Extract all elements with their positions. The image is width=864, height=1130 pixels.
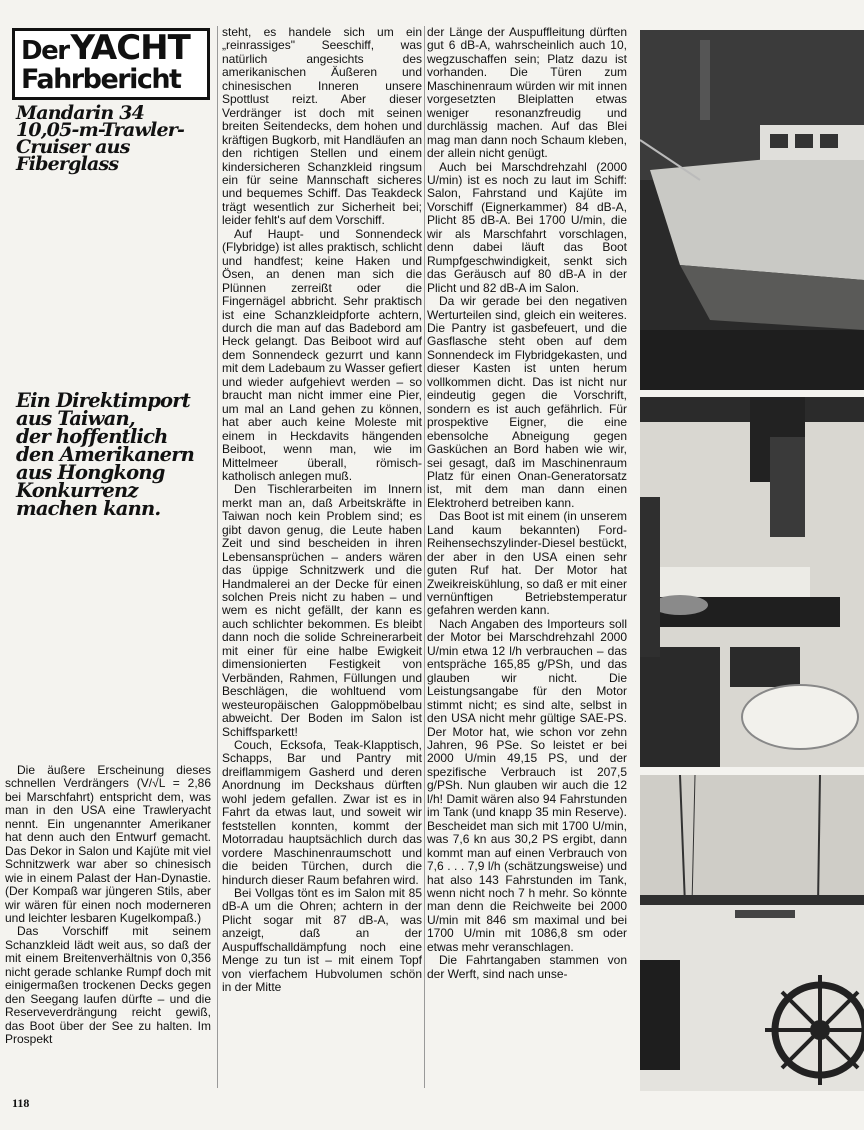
subheadline-line: Cruiser aus bbox=[16, 136, 130, 158]
paragraph: Auf Haupt- und Sonnendeck (Flybridge) ist alles praktisch, schlicht und handfest; keine Haken und Ösen, an denen man sich die Plünnen zerreißt oder die Fingernägel abbricht. Sehr praktisch ist eine Schanzkleidpforte achtern, durch die man auf das Badebord am Heck gelangt. Das Beiboot wird auf dem Sonnendeck gezurrt und kann mit dem Ladebaum zu Wasser gefiert und wieder aufgehievt werden – so braucht man nicht immer eine Pier, um mal an Land gehen zu können, hat aber auch keine Moleste mit einem in Heckdavits hängenden Beiboot, wenn man, wie im Mittelmeer überall, römisch-katholisch anlegen muß. bbox=[222, 226, 422, 483]
photo-yacht-exterior-graphic bbox=[640, 30, 864, 390]
paragraph: Das Vorschiff mit seinem Schanzkleid lädt weit aus, so daß der mit einem Breitenverhältnis von 0,356 nicht gerade schlanke Rumpf doch mit einigermaßen trockenen Decks gegen den Seegang laufen dürfte – und die Reserveverdrängung reicht gewiß, das Boot über der See zu halten. Im Prospekt bbox=[5, 924, 211, 1047]
photo-galley-interior bbox=[640, 397, 864, 767]
deck-line: Ein Direktimport bbox=[16, 389, 190, 412]
column-rule bbox=[217, 26, 218, 1088]
deck-line: Konkurrenz bbox=[16, 479, 138, 502]
subheadline bbox=[16, 102, 216, 175]
paragraph: Das Boot ist mit einem (in unserem Land kaum bekannten) Ford-Reihensechszylinder-Diesel bestückt, der aber in den USA einen sehr guten Ruf hat. Der Motor hat Zweikreiskühlung, so daß er mit einer vernünftigen Betriebstemperatur gefahren werden kann. bbox=[427, 509, 627, 618]
column-rule bbox=[424, 26, 425, 1088]
subheadline-line: 10,05-m-Trawler- bbox=[16, 119, 185, 141]
masthead-yacht: YACHT bbox=[70, 28, 190, 68]
deck-line: aus Taiwan, bbox=[16, 407, 135, 430]
text-column-3 bbox=[427, 26, 627, 981]
masthead bbox=[12, 28, 210, 100]
paragraph: Die Fahrtangaben stammen von der Werft, sind nach unse- bbox=[427, 953, 627, 981]
paragraph: Die äußere Erscheinung dieses schnellen Verdrängers (V/√L = 2,86 bei Marschfahrt) entspricht dem, was man in den USA eine Trawleryacht nennt. Ein ungenannter Amerikaner hat denn auch den Entwurf gemacht. Das Dekor in Salon und Kajüte mit viel Schnitzwerk war aber so chinesisch wie in einem Palast der Han-Dynastie. (Der Kompaß war jüngeren Stils, aber wir wären für einen noch moderneren und leichter lesbaren Kugelkompaß.) bbox=[5, 763, 211, 925]
paragraph: Nach Angaben des Importeurs soll der Motor bei Marschdrehzahl 2000 U/min etwa 12 l/h verbrauchen – das entspräche 165,85 g/PSh, und das glauben wir nicht. Die Leistungsangabe für den Motor stimmt nicht; es sind alte, selbst in den USA nicht mehr gültige SAE-PS. Der Motor hat, wie schon vor zehn Jahren, 96 PSe. So leistet er bei 2000 U/min 49,15 PS, und der spezifische Verbrauch ist 207,5 g/PSh. Nun glauben wir auch die 12 l/h! Damit wären also 94 Fahrstunden im Tank (und knapp 35 min Reserve). Bescheidet man sich mit 1700 U/min, was 7,6 kn aus 30,2 PS ergibt, dann kommt man auf einen Verbrauch von 7,6 . . . 7,9 l/h (schätzungsweise) und hat also 143 Fahrstunden im Tank, wenn nicht noch 7 h mehr. So könnte man denn die Reichweite bei 2000 U/min mit 846 sm maximal und bei 1700 U/min mit 1086,8 sm oder etwas mehr veranschlagen. bbox=[427, 616, 627, 954]
photo-helm-view bbox=[640, 775, 864, 1091]
paragraph: Bei Vollgas tönt es im Salon mit 85 dB-A um die Ohren; achtern in der Plicht sogar mit 87 dB-A, was anzeigt, daß an der Auspuffschalldämpfung noch eine Menge zu tun ist – mit einem Topf von vierfachem Hubvolumen schön in der Mitte bbox=[222, 886, 422, 995]
paragraph: Den Tischlerarbeiten im Innern merkt man an, daß Arbeitskräfte in Taiwan noch kein Problem sind; es gibt davon genug, die Leute haben Zeit und sind bescheiden in ihren Lebensansprüchen – anders wären das üppige Schnitzwerk und die Handmalerei an der Decke für einen solchen Preis nicht zu haben – und wem es nicht gefällt, der kann es auch schlichter bekommen. Es bleibt dann noch die solide Schreinerarbeit mit einer für eine halbe Ewigkeit dimensionierten Festigkeit von Verbänden, Rahmen, Füllungen und Beschlägen, die wohltuend vom westeuropäischen Galoppmöbelbau abweicht. Der Boden im Salon ist Schiffsparkett! bbox=[222, 482, 422, 739]
deck-headline bbox=[16, 389, 224, 520]
masthead-der: Der bbox=[21, 35, 69, 66]
page-number: 118 bbox=[12, 1096, 30, 1110]
text-column-2 bbox=[222, 26, 422, 995]
paragraph: Couch, Ecksofa, Teak-Klapptisch, Schapps, Bar und Pantry mit dreiflammigem Gasherd und deren Anordnung im Deckshaus dürften wohl jedem gefallen. Zwar ist es in Fahrt da etwas laut, und soweit wir feststellen konnten, kommt der Motorradau hauptsächlich durch das vordere Maschinenraumschott und die beiden Türchen, durch die hindurch dieser Raum befahren wird. bbox=[222, 738, 422, 887]
deck-line: machen kann. bbox=[16, 497, 161, 520]
subheadline-line: Fiberglass bbox=[16, 153, 119, 175]
subheadline-line: Mandarin 34 bbox=[16, 102, 145, 124]
photo-yacht-exterior bbox=[640, 30, 864, 390]
text-column-1 bbox=[5, 764, 211, 1047]
deck-line: der hoffentlich bbox=[16, 425, 168, 448]
paragraph: der Länge der Auspuffleitung dürften gut 6 dB-A, wahrscheinlich auch 10, wegzuschaffen sein; Platz dazu ist vorhanden. Die Türen zum Maschinenraum würden wir mit innen vorgesetzten Bleiplatten etwas weniger resonanzfreudig und durchlässig machen. Auf das Blei mag man dann noch Schaum kleben, der allein nicht genügt. bbox=[427, 25, 627, 161]
photo-helm-view-graphic bbox=[640, 775, 864, 1091]
masthead-fahrbericht: Fahrbericht bbox=[21, 63, 181, 95]
paragraph: Da wir gerade bei den negativen Werturteilen sind, gleich ein weiteres. Die Pantry ist gasbefeuert, und die Gasflasche steht oben auf dem Sonnendeck im Flybridgekasten, und dieser Kasten ist unten herum vollkommen dicht. Das ist nicht nur eindeutig gegen die Vorschrift, sondern es ist auch gefährlich. Für prospektive Eigner, die eine ebensolche Abneigung gegen Gasküchen an Bord haben wie wir, sei gesagt, daß im Maschinenraum Platz für einen Onan-Generatorsatz ist, mit dem man dann einen Elektroherd betreiben kann. bbox=[427, 294, 627, 510]
paragraph: steht, es handele sich um ein „reinrassiges" Seeschiff, was natürlich angesichts des amerikanischen Äußeren und chinesischen Inneren unsere Spottlust reizt. Aber dieser Verdränger ist doch mit seinen breiten Seitendecks, dem hohen und kräftigen Bugkorb, mit Handläufen an den richtigen Stellen und einem kindersicheren Schanzkleid ringsum ein für seine Mannschaft sicheres und bequemes Schiff. Das Teakdeck trägt wesentlich zur Sicherheit bei; leider fehlt's auf dem Vorschiff. bbox=[222, 25, 422, 228]
deck-line: den Amerikanern bbox=[16, 443, 195, 466]
photo-galley-interior-graphic bbox=[640, 397, 864, 767]
paragraph: Auch bei Marschdrehzahl (2000 U/min) ist es noch zu laut im Schiff: Salon, Fahrstand und Kajüte im Vorschiff (Eignerkammer) 84 dB-A, Plicht 85 dB-A. Bei 1700 U/min, die wir als Marschfahrt vorschlagen, denn dabei läuft das Boot Rumpfgeschwindigkeit, senkt sich das Geräusch auf 80 dB-A in der Plicht und 82 dB-A im Salon. bbox=[427, 159, 627, 295]
deck-line: aus Hongkong bbox=[16, 461, 165, 484]
